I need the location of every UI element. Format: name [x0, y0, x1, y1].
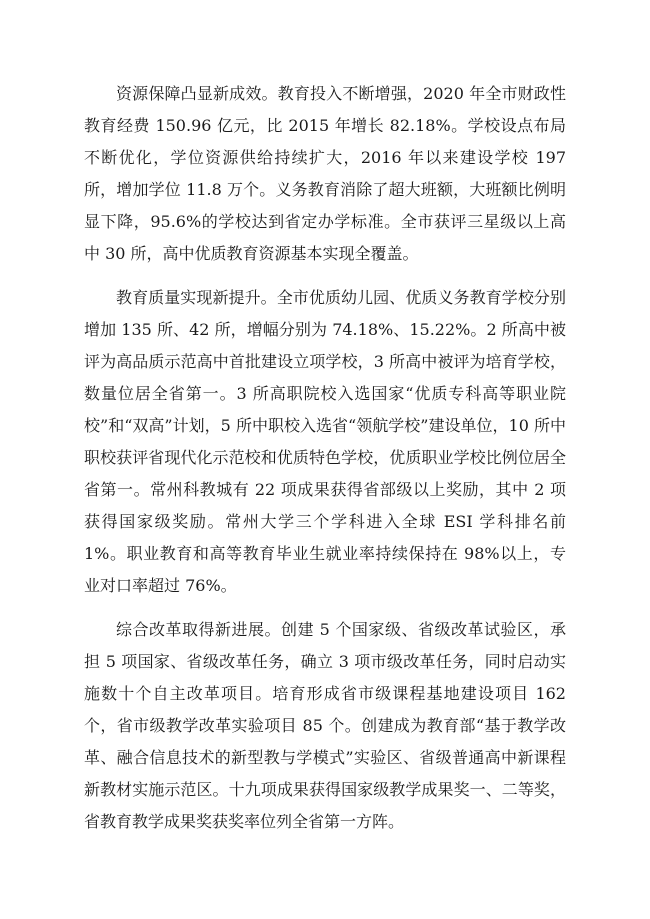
paragraph-resource-guarantee: 资源保障凸显新成效。教育投入不断增强，2020 年全市财政性教育经费 150.96 亿元，比 2015 年增长 82.18%。学校设点布局不断优化，学位资源供给持续扩大，2016 年以来建设学校 197 所，增加学位 11.8 万个。义务教育消除了超大班额，大班额比例明显下降，95.6%的学校达到省定办学标准。全市获评三星级以上高中 30 所，高中优质教育资源基本实现全覆盖。 — [84, 84, 566, 263]
paragraph-education-quality: 教育质量实现新提升。全市优质幼儿园、优质义务教育学校分别增加 135 所、42 所，增幅分别为 74.18%、15.22%。2 所高中被评为高品质示范高中首批建设立项学校，3 所高中被评为培育学校，数量位居全省第一。3 所高职院校入选国家“优质专科高等职业院校”和“双高”计划，5 所中职校入选省“领航学校”建设单位，10 所中职校获评省现代化示范校和优质特色学校，优质职业学校比例位居全省第一。常州科教城有 22 项成果获得省部级以上奖励，其中 2 项获得国家级奖励。常州大学三个学科进入全球 ESI 学科排名前 1%。职业教育和高等教育毕业生就业率持续保持在 98%以上，专业对口率超过 76%。 — [84, 288, 566, 595]
paragraph-comprehensive-reform: 综合改革取得新进展。创建 5 个国家级、省级改革试验区，承担 5 项国家、省级改革任务，确立 3 项市级改革任务，同时启动实施数十个自主改革项目。培育形成省市级课程基地建设项目 162 个，省市级教学改革实验项目 85 个。创建成为教育部“基于教学改革、融合信息技术的新型教与学模式”实验区、省级普通高中新课程新教材实施示范区。十九项成果获得国家级教学成果奖一、二等奖，省教育教学成果奖获奖率位列全省第一方阵。 — [84, 620, 566, 831]
document-page — [84, 78, 566, 850]
